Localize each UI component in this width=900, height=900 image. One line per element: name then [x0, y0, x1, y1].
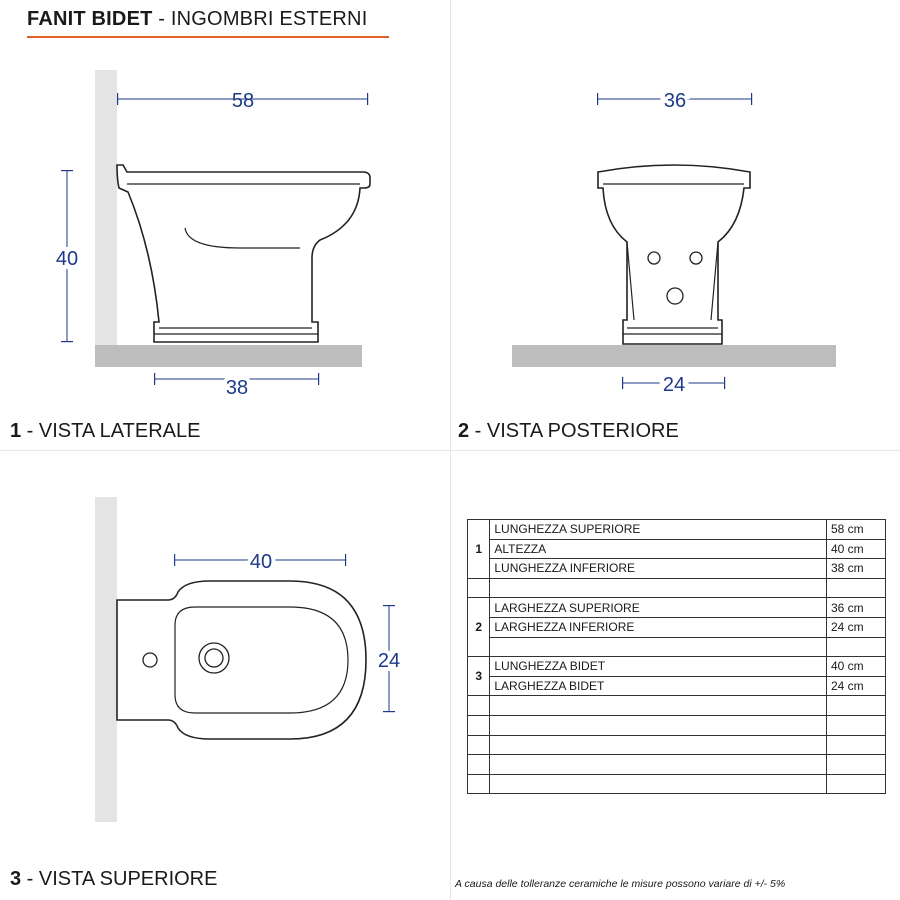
rear-view — [512, 90, 836, 396]
panel-label-1: 1 - VISTA LATERALE — [10, 420, 201, 442]
wall-side — [95, 70, 117, 345]
panel-label-2: 2 - VISTA POSTERIORE — [458, 420, 679, 442]
rear-hole-drain — [667, 288, 683, 304]
rear-hole-left — [648, 252, 660, 264]
group-number: 2 — [468, 598, 490, 657]
group-number: 3 — [468, 657, 490, 696]
dimensions-table — [467, 519, 886, 794]
table-row — [468, 578, 886, 598]
floor-side — [95, 345, 362, 367]
table-row — [468, 598, 886, 618]
bidet-side-outline — [117, 165, 370, 342]
row-value: 40 cm — [826, 539, 885, 559]
title-brand: FANIT BIDET — [27, 8, 153, 30]
table-row — [468, 637, 886, 657]
dim-rear-top: 36 — [663, 90, 687, 112]
row-value: 36 cm — [826, 598, 885, 618]
row-value: 40 cm — [826, 657, 885, 677]
floor-rear — [512, 345, 836, 367]
rear-hole-right — [690, 252, 702, 264]
dim-top-width: 24 — [377, 650, 401, 672]
row-value: 38 cm — [826, 559, 885, 579]
table-row — [468, 755, 886, 775]
row-label: LARGHEZZA INFERIORE — [490, 617, 827, 637]
dim-top-length: 40 — [249, 551, 273, 573]
tap-hole — [143, 653, 157, 667]
rear-inner-left — [627, 242, 634, 320]
dim-rear-bottom: 24 — [662, 374, 686, 396]
dim-side-top: 58 — [231, 90, 255, 112]
drain-inner — [205, 649, 223, 667]
tolerance-note: A causa delle tolleranze ceramiche le misure possono variare di +/- 5% — [455, 878, 786, 890]
row-value: 24 cm — [826, 617, 885, 637]
row-label: LARGHEZZA SUPERIORE — [490, 598, 827, 618]
title-suffix: - INGOMBRI ESTERNI — [152, 8, 368, 30]
table-row — [468, 735, 886, 755]
table-row — [468, 774, 886, 794]
row-label: ALTEZZA — [490, 539, 827, 559]
table-row — [468, 657, 886, 677]
bidet-top-outline — [117, 581, 366, 739]
rear-inner-right — [711, 242, 718, 320]
panel-label-3: 3 - VISTA SUPERIORE — [10, 868, 218, 890]
group-number: 1 — [468, 520, 490, 579]
rear-base-line — [623, 328, 722, 334]
drain-outer — [199, 643, 229, 673]
row-label: LUNGHEZZA INFERIORE — [490, 559, 827, 579]
dim-side-bottom: 38 — [225, 377, 249, 399]
row-label: LUNGHEZZA BIDET — [490, 657, 827, 677]
bidet-rear-outline — [598, 165, 750, 344]
table-row — [468, 520, 886, 540]
row-label: LUNGHEZZA SUPERIORE — [490, 520, 827, 540]
row-value: 24 cm — [826, 676, 885, 696]
dim-side-height: 40 — [55, 248, 79, 270]
table-row — [468, 715, 886, 735]
row-label: LARGHEZZA BIDET — [490, 676, 827, 696]
wall-top — [95, 497, 117, 822]
bowl-top-outline — [175, 607, 348, 713]
side-view — [56, 70, 370, 399]
table-row — [468, 617, 886, 637]
table-row — [468, 676, 886, 696]
bowl-line — [185, 228, 300, 248]
table-row — [468, 559, 886, 579]
table-row — [468, 539, 886, 559]
top-view — [95, 497, 400, 822]
row-value: 58 cm — [826, 520, 885, 540]
table-row — [468, 696, 886, 716]
